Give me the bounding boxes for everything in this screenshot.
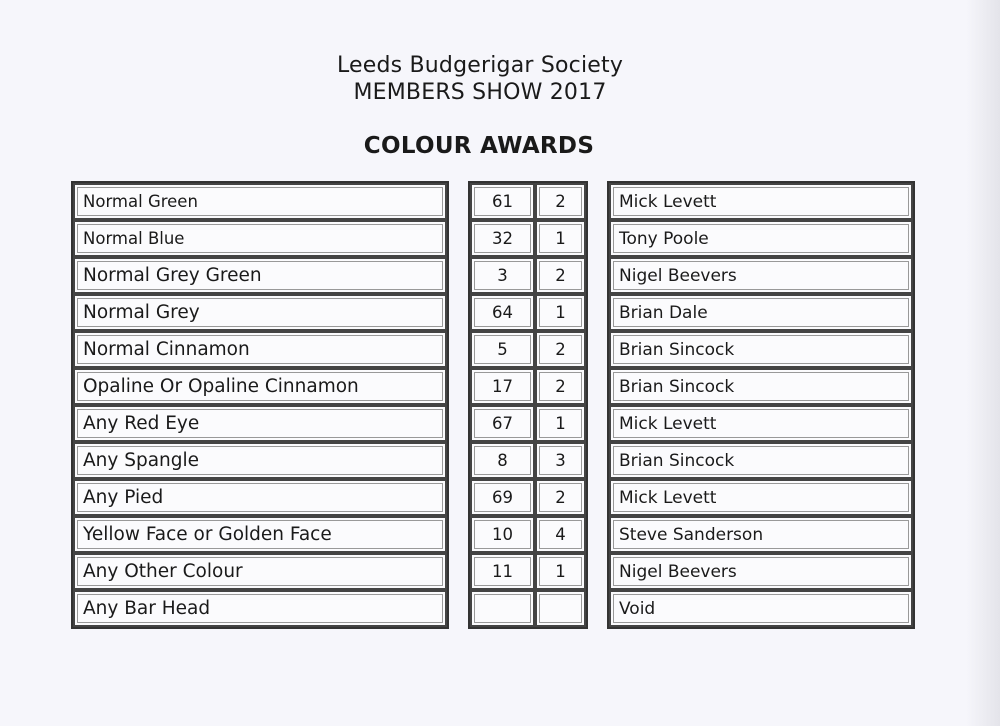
table-row: [609, 405, 913, 442]
winner-cell: Mick Levett: [609, 479, 913, 516]
pen-number-cell: 32: [470, 220, 535, 257]
page-edge-shadow: [966, 0, 1000, 726]
place-cell: 1: [535, 294, 586, 331]
winner-cell: Mick Levett: [609, 405, 913, 442]
table-row: [470, 516, 586, 553]
show-name: MEMBERS SHOW 2017: [353, 80, 607, 105]
table-row: [73, 368, 447, 405]
table-row: [73, 442, 447, 479]
table-row: [73, 590, 447, 627]
winner-cell: Tony Poole: [609, 220, 913, 257]
table-row: [609, 183, 913, 220]
table-row: [609, 331, 913, 368]
table-row: [609, 590, 913, 627]
document-header: [0, 52, 960, 106]
numbers-table: [468, 181, 588, 629]
winner-cell: Brian Sincock: [609, 442, 913, 479]
place-cell: 2: [535, 479, 586, 516]
table-row: [470, 479, 586, 516]
table-row: [73, 331, 447, 368]
winner-cell: Steve Sanderson: [609, 516, 913, 553]
table-row: [470, 331, 586, 368]
table-row: [73, 220, 447, 257]
place-cell: 1: [535, 220, 586, 257]
pen-number-cell: 3: [470, 257, 535, 294]
pen-number-cell: 5: [470, 331, 535, 368]
class-cell: Any Spangle: [73, 442, 447, 479]
table-row: [609, 479, 913, 516]
table-row: [470, 442, 586, 479]
pen-number-cell: 67: [470, 405, 535, 442]
winner-cell: Void: [609, 590, 913, 627]
winners-table: [607, 181, 915, 629]
section-title: COLOUR AWARDS: [363, 133, 595, 159]
winner-cell: Brian Sincock: [609, 331, 913, 368]
class-cell: Any Other Colour: [73, 553, 447, 590]
table-row: [73, 553, 447, 590]
table-row: [73, 516, 447, 553]
winner-cell: Nigel Beevers: [609, 257, 913, 294]
place-cell: 3: [535, 442, 586, 479]
table-row: [73, 183, 447, 220]
pen-number-cell: 10: [470, 516, 535, 553]
place-cell: 2: [535, 331, 586, 368]
org-name: Leeds Budgerigar Society: [336, 53, 624, 78]
table-row: [609, 553, 913, 590]
place-cell: 4: [535, 516, 586, 553]
class-cell: Opaline Or Opaline Cinnamon: [73, 368, 447, 405]
place-cell: 2: [535, 183, 586, 220]
pen-number-cell: 64: [470, 294, 535, 331]
class-cell: Normal Blue: [73, 220, 447, 257]
class-cell: Any Bar Head: [73, 590, 447, 627]
table-row: [73, 294, 447, 331]
table-row: [609, 442, 913, 479]
place-cell: [535, 590, 586, 627]
class-cell: Any Red Eye: [73, 405, 447, 442]
winner-cell: Brian Sincock: [609, 368, 913, 405]
class-cell: Normal Cinnamon: [73, 331, 447, 368]
pen-number-cell: 17: [470, 368, 535, 405]
table-row: [609, 257, 913, 294]
table-row: [609, 294, 913, 331]
table-row: [470, 220, 586, 257]
pen-number-cell: 8: [470, 442, 535, 479]
table-row: [470, 590, 586, 627]
table-row: [73, 405, 447, 442]
pen-number-cell: 11: [470, 553, 535, 590]
table-row: [470, 405, 586, 442]
table-row: [73, 257, 447, 294]
table-row: [609, 516, 913, 553]
place-cell: 1: [535, 553, 586, 590]
class-cell: Any Pied: [73, 479, 447, 516]
pen-number-cell: 69: [470, 479, 535, 516]
class-cell: Normal Grey: [73, 294, 447, 331]
place-cell: 2: [535, 257, 586, 294]
table-row: [609, 220, 913, 257]
class-cell: Normal Green: [73, 183, 447, 220]
pen-number-cell: 61: [470, 183, 535, 220]
table-row: [73, 479, 447, 516]
classes-table: [71, 181, 449, 629]
table-row: [470, 294, 586, 331]
table-row: [470, 368, 586, 405]
winner-cell: Nigel Beevers: [609, 553, 913, 590]
winner-cell: Brian Dale: [609, 294, 913, 331]
place-cell: 1: [535, 405, 586, 442]
pen-number-cell: [470, 590, 535, 627]
table-row: [470, 553, 586, 590]
table-row: [609, 368, 913, 405]
winner-cell: Mick Levett: [609, 183, 913, 220]
table-row: [470, 183, 586, 220]
class-cell: Yellow Face or Golden Face: [73, 516, 447, 553]
place-cell: 2: [535, 368, 586, 405]
class-cell: Normal Grey Green: [73, 257, 447, 294]
table-row: [470, 257, 586, 294]
